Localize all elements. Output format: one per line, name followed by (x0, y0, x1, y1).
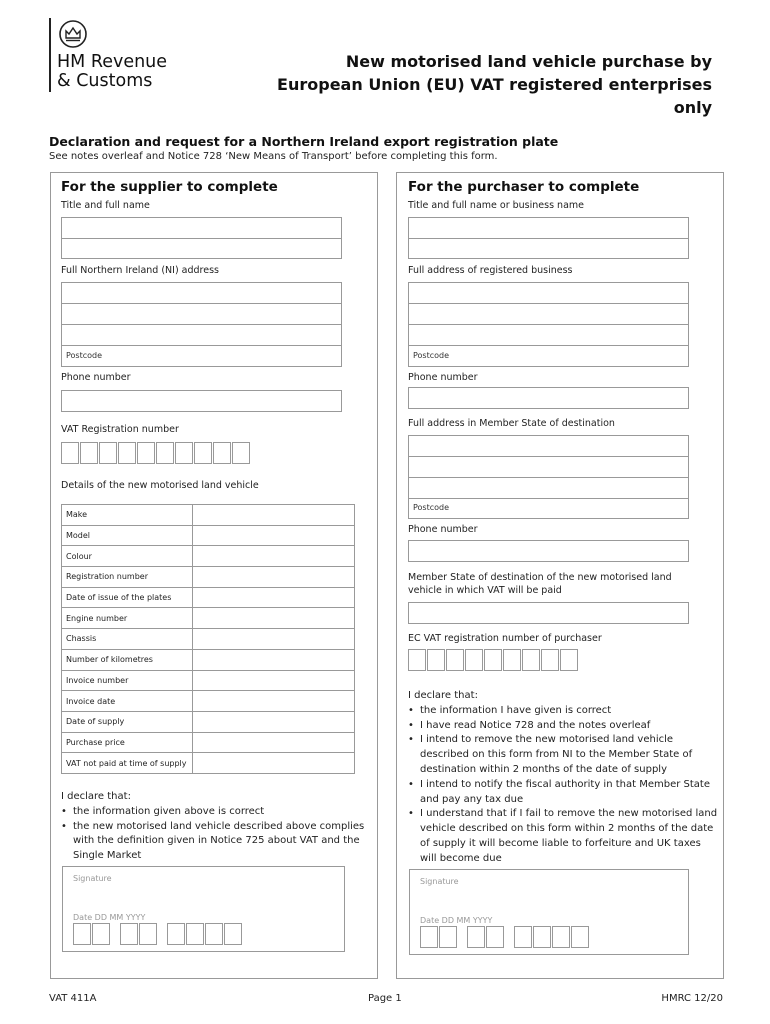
org-line-2: & Customs (57, 71, 153, 91)
vehicle-field-label: Colour (62, 546, 193, 567)
ec-vat-digit-box[interactable] (446, 649, 464, 671)
supplier-phone-label: Phone number (61, 372, 131, 383)
purchaser-signature-label: Signature (420, 877, 459, 886)
date-month-box[interactable] (120, 923, 138, 945)
form-title: New motorised land vehicle purchase by European Union (EU) VAT registered enterprises only (277, 52, 712, 117)
purchaser-address-label: Full address of registered business (408, 265, 573, 276)
ec-vat-digit-box[interactable] (541, 649, 559, 671)
intro-subtext: See notes overleaf and Notice 728 ‘New Means of Transport’ before completing this form. (49, 151, 498, 162)
vehicle-details-label: Details of the new motorised land vehicle (61, 480, 259, 491)
vehicle-field-row (62, 525, 355, 546)
destination-address-line-3[interactable] (409, 478, 688, 499)
destination-address-label: Full address in Member State of destination (408, 418, 615, 429)
supplier-address-line-1[interactable] (62, 283, 341, 304)
vehicle-field-row (62, 587, 355, 608)
date-year-box[interactable] (167, 923, 185, 945)
supplier-name-label: Title and full name (61, 200, 150, 211)
ec-vat-digit-box[interactable] (408, 649, 426, 671)
date-year-box[interactable] (571, 926, 589, 948)
destination-phone-field[interactable] (408, 540, 689, 562)
purchaser-signature-box[interactable] (409, 869, 689, 955)
vehicle-field-input[interactable] (193, 587, 355, 608)
form-version: HMRC 12/20 (661, 993, 723, 1004)
supplier-declaration-item: • the information given above is correct (61, 805, 366, 820)
destination-address-field[interactable] (408, 435, 689, 519)
purchaser-declaration-item: • the information I have given is correct (408, 704, 720, 719)
purchaser-declaration-item: • I intend to notify the fiscal authority in that Member State and pay any tax due (408, 778, 720, 808)
date-month-box[interactable] (139, 923, 157, 945)
vehicle-field-input[interactable] (193, 670, 355, 691)
purchaser-name-line-2[interactable] (409, 239, 688, 259)
supplier-vat-label: VAT Registration number (61, 424, 179, 435)
vehicle-field-row (62, 608, 355, 629)
purchaser-declare-heading: I declare that: (408, 690, 478, 701)
supplier-name-field[interactable] (61, 217, 342, 259)
vat-digit-box[interactable] (80, 442, 98, 464)
date-day-box[interactable] (439, 926, 457, 948)
ec-vat-digit-box[interactable] (427, 649, 445, 671)
ec-vat-digit-box[interactable] (484, 649, 502, 671)
supplier-address-field[interactable] (61, 282, 342, 367)
purchaser-name-field[interactable] (408, 217, 689, 259)
vehicle-field-label: Chassis (62, 629, 193, 650)
date-year-box[interactable] (205, 923, 223, 945)
date-year-box[interactable] (552, 926, 570, 948)
vehicle-field-input[interactable] (193, 649, 355, 670)
vat-digit-box[interactable] (118, 442, 136, 464)
vehicle-field-label: Number of kilometres (62, 649, 193, 670)
organisation-name (57, 53, 167, 91)
vehicle-field-row (62, 753, 355, 774)
vehicle-field-label: Registration number (62, 567, 193, 588)
supplier-address-line-3[interactable] (62, 325, 341, 346)
vat-digit-box[interactable] (137, 442, 155, 464)
date-day-box[interactable] (420, 926, 438, 948)
supplier-name-line-1[interactable] (62, 218, 341, 239)
vehicle-field-row (62, 711, 355, 732)
vehicle-field-input[interactable] (193, 567, 355, 588)
vehicle-field-row (62, 691, 355, 712)
vehicle-field-label: Date of supply (62, 711, 193, 732)
supplier-address-line-2[interactable] (62, 304, 341, 325)
purchaser-declaration (408, 689, 720, 867)
ec-vat-digit-box[interactable] (560, 649, 578, 671)
vehicle-field-input[interactable] (193, 629, 355, 650)
page-number: Page 1 (368, 993, 402, 1004)
vehicle-field-input[interactable] (193, 608, 355, 629)
purchaser-phone-label: Phone number (408, 372, 478, 383)
vehicle-field-label: Purchase price (62, 732, 193, 753)
supplier-date-label: Date DD MM YYYY (73, 913, 146, 922)
vehicle-field-label: Date of issue of the plates (62, 587, 193, 608)
destination-address-line-2[interactable] (409, 457, 688, 478)
ec-vat-label: EC VAT registration number of purchaser (408, 633, 602, 644)
supplier-name-line-2[interactable] (62, 239, 341, 259)
intro-heading: Declaration and request for a Northern Ireland export registration plate (49, 134, 559, 149)
date-year-box[interactable] (533, 926, 551, 948)
member-state-label: Member State of destination of the new motorised land vehicle in which VAT will be paid (408, 572, 672, 596)
vehicle-field-row (62, 629, 355, 650)
date-day-box[interactable] (92, 923, 110, 945)
supplier-vat-boxes[interactable] (61, 442, 250, 464)
supplier-declaration (61, 790, 366, 864)
destination-postcode-field[interactable] (409, 499, 688, 519)
vat-digit-box[interactable] (232, 442, 250, 464)
vat-digit-box[interactable] (99, 442, 117, 464)
purchaser-address-line-3[interactable] (409, 325, 688, 346)
date-year-box[interactable] (186, 923, 204, 945)
org-line-1: HM Revenue (57, 52, 168, 72)
supplier-declaration-item: • the new motorised land vehicle described above complies with the definition given in Notice 725 about VAT and the Single Market (61, 820, 366, 864)
vehicle-field-input[interactable] (193, 691, 355, 712)
purchaser-name-line-1[interactable] (409, 218, 688, 239)
vehicle-field-row (62, 670, 355, 691)
ec-vat-digit-box[interactable] (503, 649, 521, 671)
purchaser-date-label: Date DD MM YYYY (420, 916, 493, 925)
date-day-box[interactable] (73, 923, 91, 945)
member-state-field[interactable] (408, 602, 689, 624)
crown-crest-icon (58, 20, 88, 48)
purchaser-declaration-item: • I have read Notice 728 and the notes overleaf (408, 719, 720, 734)
vehicle-field-row (62, 649, 355, 670)
vehicle-details-table (61, 504, 355, 774)
purchaser-title: For the purchaser to complete (408, 179, 640, 195)
supplier-phone-field[interactable] (61, 390, 342, 412)
vat-digit-box[interactable] (61, 442, 79, 464)
ec-vat-digit-box[interactable] (465, 649, 483, 671)
purchaser-phone-field[interactable] (408, 387, 689, 409)
vehicle-field-row (62, 505, 355, 526)
vat-digit-box[interactable] (156, 442, 174, 464)
vehicle-field-input[interactable] (193, 546, 355, 567)
supplier-declare-heading: I declare that: (61, 791, 131, 802)
form-code: VAT 411A (49, 993, 97, 1004)
supplier-date-boxes[interactable] (73, 923, 252, 945)
purchaser-address-line-2[interactable] (409, 304, 688, 325)
vehicle-field-label: Invoice number (62, 670, 193, 691)
vehicle-field-input[interactable] (193, 525, 355, 546)
date-year-box[interactable] (224, 923, 242, 945)
supplier-signature-label: Signature (73, 874, 112, 883)
logo-divider (49, 18, 51, 92)
purchaser-name-label: Title and full name or business name (408, 200, 585, 211)
vat-digit-box[interactable] (194, 442, 212, 464)
purchaser-address-field[interactable] (408, 282, 689, 367)
destination-address-line-1[interactable] (409, 436, 688, 457)
vehicle-field-label: Invoice date (62, 691, 193, 712)
date-month-box[interactable] (486, 926, 504, 948)
purchaser-declaration-item: • I intend to remove the new motorised land vehicle described on this form from NI to the Member State of destination within 2 months of the date of supply (408, 733, 720, 777)
vat-digit-box[interactable] (213, 442, 231, 464)
supplier-title: For the supplier to complete (61, 179, 278, 195)
destination-postcode-label: Postcode (413, 503, 450, 512)
destination-phone-label: Phone number (408, 524, 478, 535)
vehicle-field-row (62, 732, 355, 753)
purchaser-date-boxes[interactable] (420, 926, 599, 948)
vehicle-field-input[interactable] (193, 505, 355, 526)
vehicle-field-input[interactable] (193, 711, 355, 732)
ec-vat-digit-box[interactable] (522, 649, 540, 671)
vat-digit-box[interactable] (175, 442, 193, 464)
supplier-address-label: Full Northern Ireland (NI) address (61, 265, 219, 276)
supplier-postcode-field[interactable] (62, 346, 341, 367)
purchaser-postcode-field[interactable] (409, 346, 688, 367)
vehicle-field-row (62, 546, 355, 567)
vehicle-field-row (62, 567, 355, 588)
supplier-signature-box[interactable] (62, 866, 345, 952)
ec-vat-boxes[interactable] (408, 649, 578, 671)
vehicle-field-label: Make (62, 505, 193, 526)
vehicle-field-input[interactable] (193, 732, 355, 753)
vehicle-field-label: Engine number (62, 608, 193, 629)
date-month-box[interactable] (467, 926, 485, 948)
vehicle-field-label: Model (62, 525, 193, 546)
vehicle-field-label: VAT not paid at time of supply (62, 753, 193, 774)
purchaser-address-line-1[interactable] (409, 283, 688, 304)
vehicle-field-input[interactable] (193, 753, 355, 774)
supplier-postcode-label: Postcode (66, 351, 103, 360)
purchaser-declaration-item: • I understand that if I fail to remove the new motorised land vehicle described on this form within 2 months of the date of supply it will become liable to forfeiture and UK taxes will become due (408, 807, 720, 866)
date-year-box[interactable] (514, 926, 532, 948)
purchaser-postcode-label: Postcode (413, 351, 450, 360)
